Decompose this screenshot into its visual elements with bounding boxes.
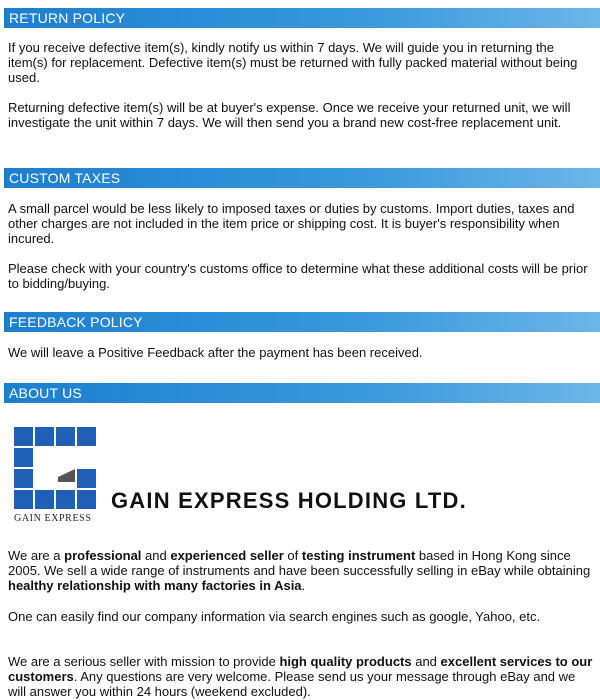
custom-taxes-paragraph-2: Please check with your country's customs office to determine what these additional costs will be prior to bidding/buying. [8,261,588,291]
custom-taxes-header: CUSTOM TAXES [4,168,600,188]
custom-taxes-paragraph-1: A small parcel would be less likely to imposed taxes or duties by customs. Import duties, taxes and other charges are not included in the item price or shipping cost. It is buyer's responsibility when incured. [8,201,575,246]
return-policy-paragraph-2: Returning defective item(s) will be at buyer's expense. Once we receive your returned unit, we will investigate the unit within 7 days. We will then send you a brand new cost-free replacement unit. [8,100,571,130]
return-policy-paragraph-1: If you receive defective item(s), kindly notify us within 7 days. We will guide you in returning the item(s) for replacement. Defective item(s) must be returned with fully packed material without being used. [8,40,578,85]
logo-caption: GAIN EXPRESS [14,513,92,524]
feedback-policy-header: FEEDBACK POLICY [4,312,600,332]
return-policy-header: RETURN POLICY [4,8,600,28]
about-us-paragraph-2: One can easily find our company information via search engines such as google, Yahoo, etc. [8,609,541,624]
about-us-paragraph-3: We are a serious seller with mission to provide high quality products and excellent services to our customers. Any questions are very welcome. Please send us your message through eBay and we will answer you within 24 hours (weekend excluded). [8,654,593,699]
about-us-header: ABOUT US [4,383,600,403]
gain-express-logo-icon [14,427,100,525]
company-logo [14,427,100,525]
feedback-policy-paragraph: We will leave a Positive Feedback after the payment has been received. [8,345,423,360]
about-us-paragraph-1: We are a professional and experienced seller of testing instrument based in Hong Kong since 2005. We sell a wide range of instruments and have been successfully selling in eBay while obtaining healthy relationship with many factories in Asia. [8,548,591,593]
company-name: GAIN EXPRESS HOLDING LTD. [111,488,467,513]
